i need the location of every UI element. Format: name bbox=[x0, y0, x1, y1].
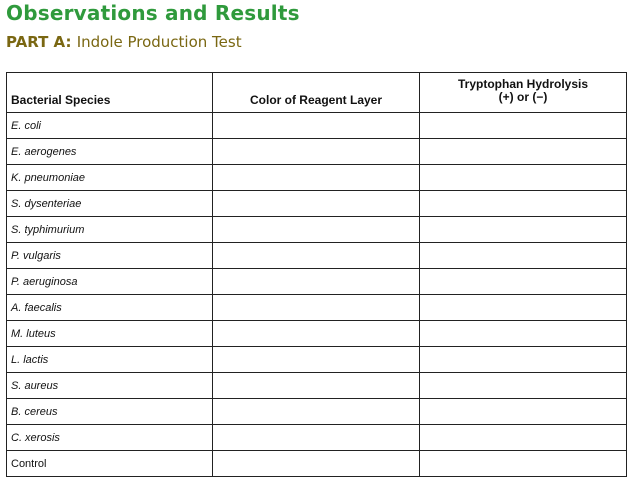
column-header-tryptophan bbox=[420, 73, 627, 113]
reagent-color-cell[interactable] bbox=[213, 191, 420, 217]
page-title: Observations and Results bbox=[6, 1, 300, 25]
reagent-color-cell[interactable] bbox=[213, 347, 420, 373]
table-row bbox=[7, 269, 627, 295]
table-row bbox=[7, 139, 627, 165]
part-heading bbox=[6, 33, 242, 51]
species-cell: E. coli bbox=[7, 113, 213, 139]
tryptophan-result-cell[interactable] bbox=[420, 243, 627, 269]
species-cell: S. aureus bbox=[7, 373, 213, 399]
tryptophan-result-cell[interactable] bbox=[420, 113, 627, 139]
column-header-color: Color of Reagent Layer bbox=[213, 73, 420, 113]
table-row bbox=[7, 451, 627, 477]
species-cell: C. xerosis bbox=[7, 425, 213, 451]
tryptophan-result-cell[interactable] bbox=[420, 295, 627, 321]
table-row bbox=[7, 217, 627, 243]
column-header-tryptophan-line2: (+) or (−) bbox=[498, 90, 548, 104]
reagent-color-cell[interactable] bbox=[213, 451, 420, 477]
table-row bbox=[7, 243, 627, 269]
tryptophan-result-cell[interactable] bbox=[420, 165, 627, 191]
species-cell: M. luteus bbox=[7, 321, 213, 347]
reagent-color-cell[interactable] bbox=[213, 373, 420, 399]
part-label: PART A: bbox=[6, 33, 72, 51]
table-row bbox=[7, 425, 627, 451]
reagent-color-cell[interactable] bbox=[213, 399, 420, 425]
tryptophan-result-cell[interactable] bbox=[420, 399, 627, 425]
reagent-color-cell[interactable] bbox=[213, 295, 420, 321]
column-header-tryptophan-line1: Tryptophan Hydrolysis bbox=[457, 77, 589, 91]
column-header-species: Bacterial Species bbox=[7, 73, 213, 113]
tryptophan-result-cell[interactable] bbox=[420, 321, 627, 347]
species-cell: Control bbox=[7, 451, 213, 477]
reagent-color-cell[interactable] bbox=[213, 113, 420, 139]
reagent-color-cell[interactable] bbox=[213, 321, 420, 347]
species-cell: S. dysenteriae bbox=[7, 191, 213, 217]
tryptophan-result-cell[interactable] bbox=[420, 139, 627, 165]
part-name: Indole Production Test bbox=[76, 33, 242, 51]
species-cell: P. aeruginosa bbox=[7, 269, 213, 295]
table-row bbox=[7, 373, 627, 399]
table-row bbox=[7, 399, 627, 425]
reagent-color-cell[interactable] bbox=[213, 269, 420, 295]
reagent-color-cell[interactable] bbox=[213, 243, 420, 269]
tryptophan-result-cell[interactable] bbox=[420, 347, 627, 373]
reagent-color-cell[interactable] bbox=[213, 139, 420, 165]
species-cell: P. vulgaris bbox=[7, 243, 213, 269]
table-row bbox=[7, 165, 627, 191]
species-cell: S. typhimurium bbox=[7, 217, 213, 243]
reagent-color-cell[interactable] bbox=[213, 217, 420, 243]
reagent-color-cell[interactable] bbox=[213, 425, 420, 451]
table-body bbox=[7, 113, 627, 477]
table-row bbox=[7, 321, 627, 347]
species-cell: K. pneumoniae bbox=[7, 165, 213, 191]
table-row bbox=[7, 113, 627, 139]
tryptophan-result-cell[interactable] bbox=[420, 191, 627, 217]
table-row bbox=[7, 295, 627, 321]
tryptophan-result-cell[interactable] bbox=[420, 451, 627, 477]
tryptophan-result-cell[interactable] bbox=[420, 217, 627, 243]
species-cell: E. aerogenes bbox=[7, 139, 213, 165]
species-cell: A. faecalis bbox=[7, 295, 213, 321]
species-cell: B. cereus bbox=[7, 399, 213, 425]
header-row bbox=[7, 73, 627, 113]
results-table bbox=[6, 72, 627, 477]
table-row bbox=[7, 191, 627, 217]
tryptophan-result-cell[interactable] bbox=[420, 269, 627, 295]
reagent-color-cell[interactable] bbox=[213, 165, 420, 191]
species-cell: L. lactis bbox=[7, 347, 213, 373]
tryptophan-result-cell[interactable] bbox=[420, 425, 627, 451]
table-row bbox=[7, 347, 627, 373]
tryptophan-result-cell[interactable] bbox=[420, 373, 627, 399]
